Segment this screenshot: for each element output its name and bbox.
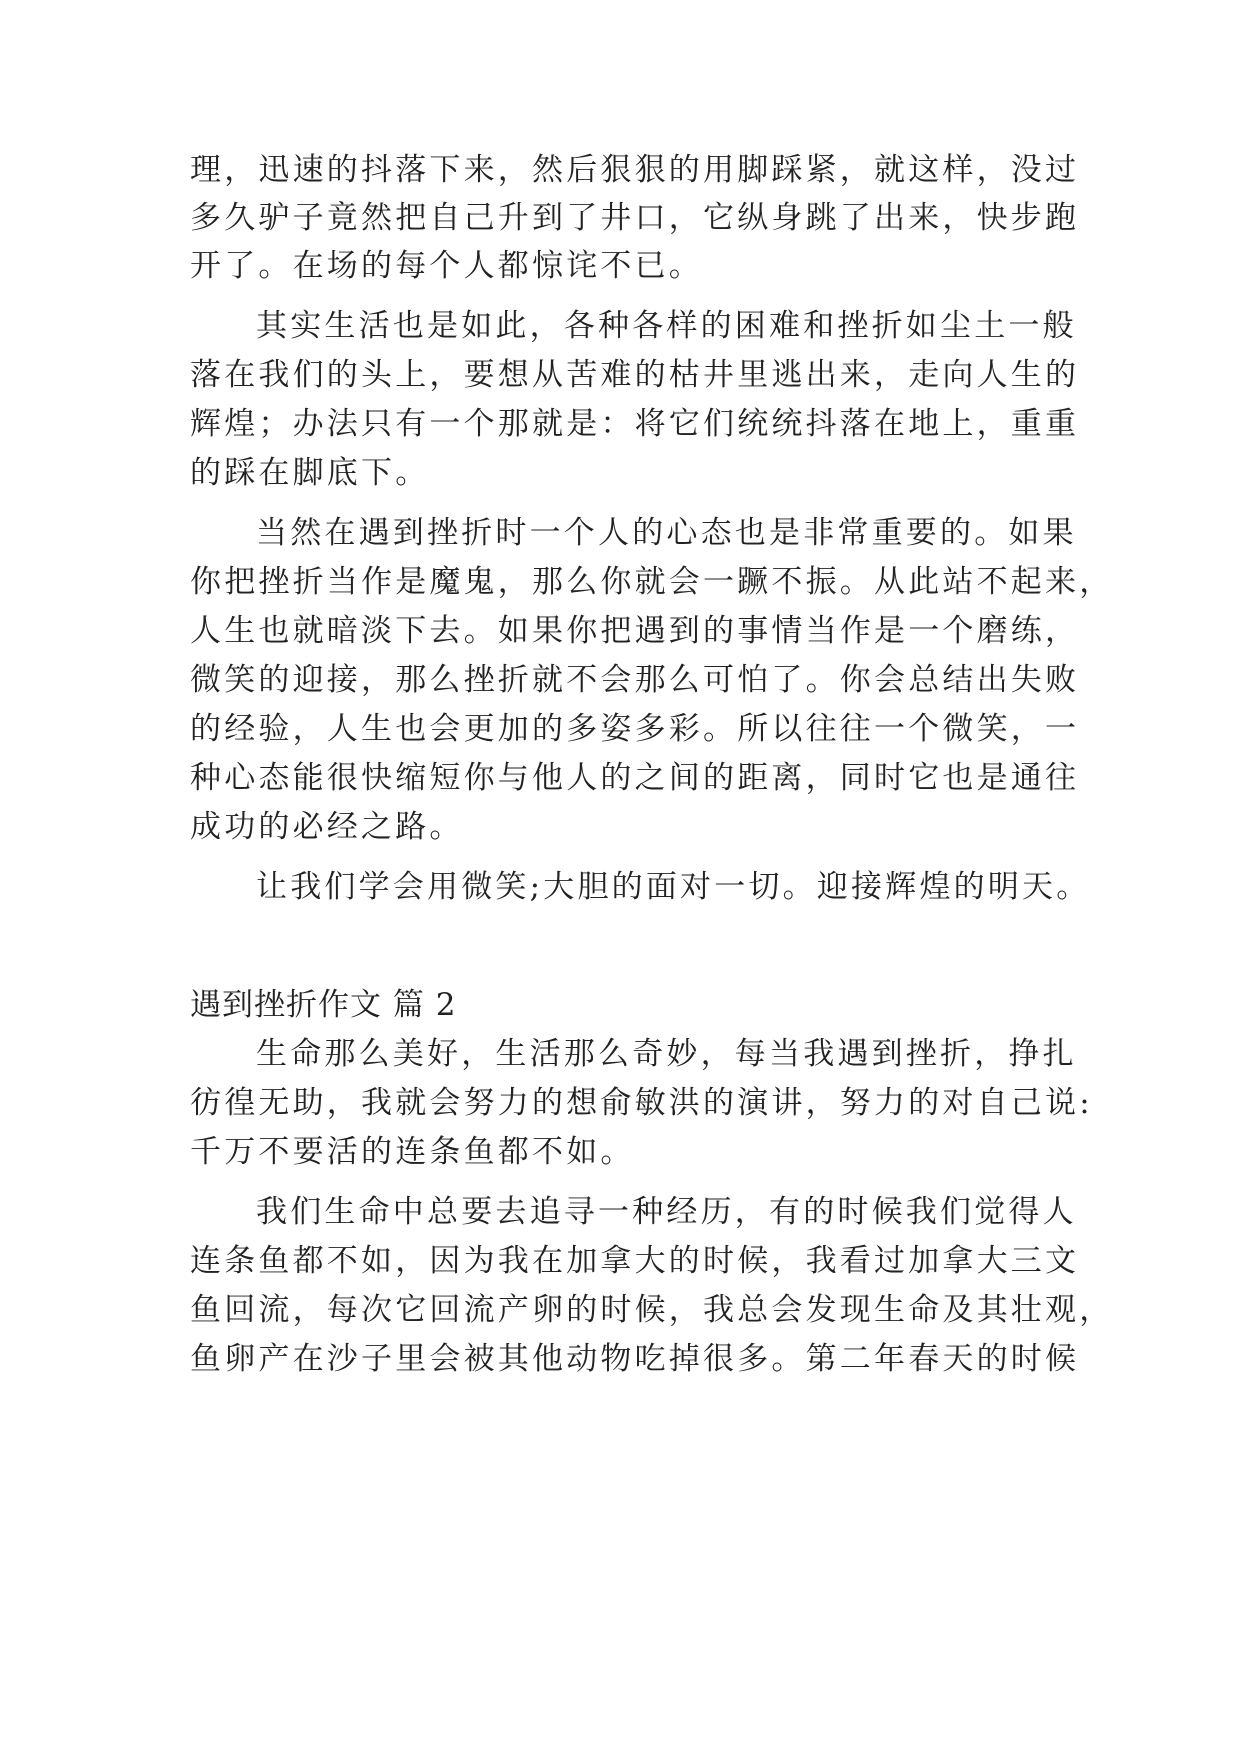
section-title: 遇到挫折作文 篇 2 xyxy=(190,987,457,1023)
paragraph-line: 连条鱼都不如，因为我在加拿大的时候，我看过加拿大三文 xyxy=(190,1243,1080,1279)
paragraph-line: 鱼卵产在沙子里会被其他动物吃掉很多。第二年春天的时候 xyxy=(190,1341,1080,1377)
paragraph-line: 理，迅速的抖落下来，然后狠狠的用脚踩紧，就这样，没过 xyxy=(190,152,1080,188)
paragraph-line: 鱼回流，每次它回流产卵的时候，我总会发现生命及其壮观， xyxy=(190,1292,1114,1328)
paragraph-line: 开了。在场的每个人都惊诧不已。 xyxy=(190,248,703,284)
paragraph-line: 成功的必经之路。 xyxy=(190,809,464,845)
paragraph-first-line: 我们生命中总要去追寻一种经历，有的时候我们觉得人 xyxy=(256,1194,1077,1230)
paragraph-line: 的踩在脚底下。 xyxy=(190,455,430,491)
paragraph-line: 你把挫折当作是魔鬼，那么你就会一蹶不振。从此站不起来， xyxy=(190,564,1114,600)
paragraph-line: 多久驴子竟然把自己升到了井口，它纵身跳了出来，快步跑 xyxy=(190,200,1080,236)
paragraph-first-line: 生命那么美好，生活那么奇妙，每当我遇到挫折，挣扎 xyxy=(256,1036,1077,1072)
paragraph-line: 辉煌；办法只有一个那就是：将它们统统抖落在地上，重重 xyxy=(190,406,1080,442)
paragraph-first-line: 当然在遇到挫折时一个人的心态也是非常重要的。如果 xyxy=(256,515,1077,551)
paragraph-line: 彷徨无助，我就会努力的想俞敏洪的演讲，努力的对自己说: xyxy=(190,1085,1093,1121)
paragraph-line: 的经验，人生也会更加的多姿多彩。所以往往一个微笑，一 xyxy=(190,711,1080,747)
paragraph-line: 千万不要活的连条鱼都不如。 xyxy=(190,1134,635,1170)
paragraph-line: 落在我们的头上，要想从苦难的枯井里逃出来，走向人生的 xyxy=(190,357,1080,393)
paragraph-line: 微笑的迎接，那么挫折就不会那么可怕了。你会总结出失败 xyxy=(190,662,1080,698)
paragraph-line: 种心态能很快缩短你与他人的之间的距离，同时它也是通往 xyxy=(190,760,1080,796)
paragraph-line: 人生也就暗淡下去。如果你把遇到的事情当作是一个磨练， xyxy=(190,613,1080,649)
paragraph-first-line: 其实生活也是如此，各种各样的困难和挫折如尘土一般 xyxy=(256,308,1077,344)
paragraph-first-line: 让我们学会用微笑;大胆的面对一切。迎接辉煌的明天。 xyxy=(256,869,1091,905)
